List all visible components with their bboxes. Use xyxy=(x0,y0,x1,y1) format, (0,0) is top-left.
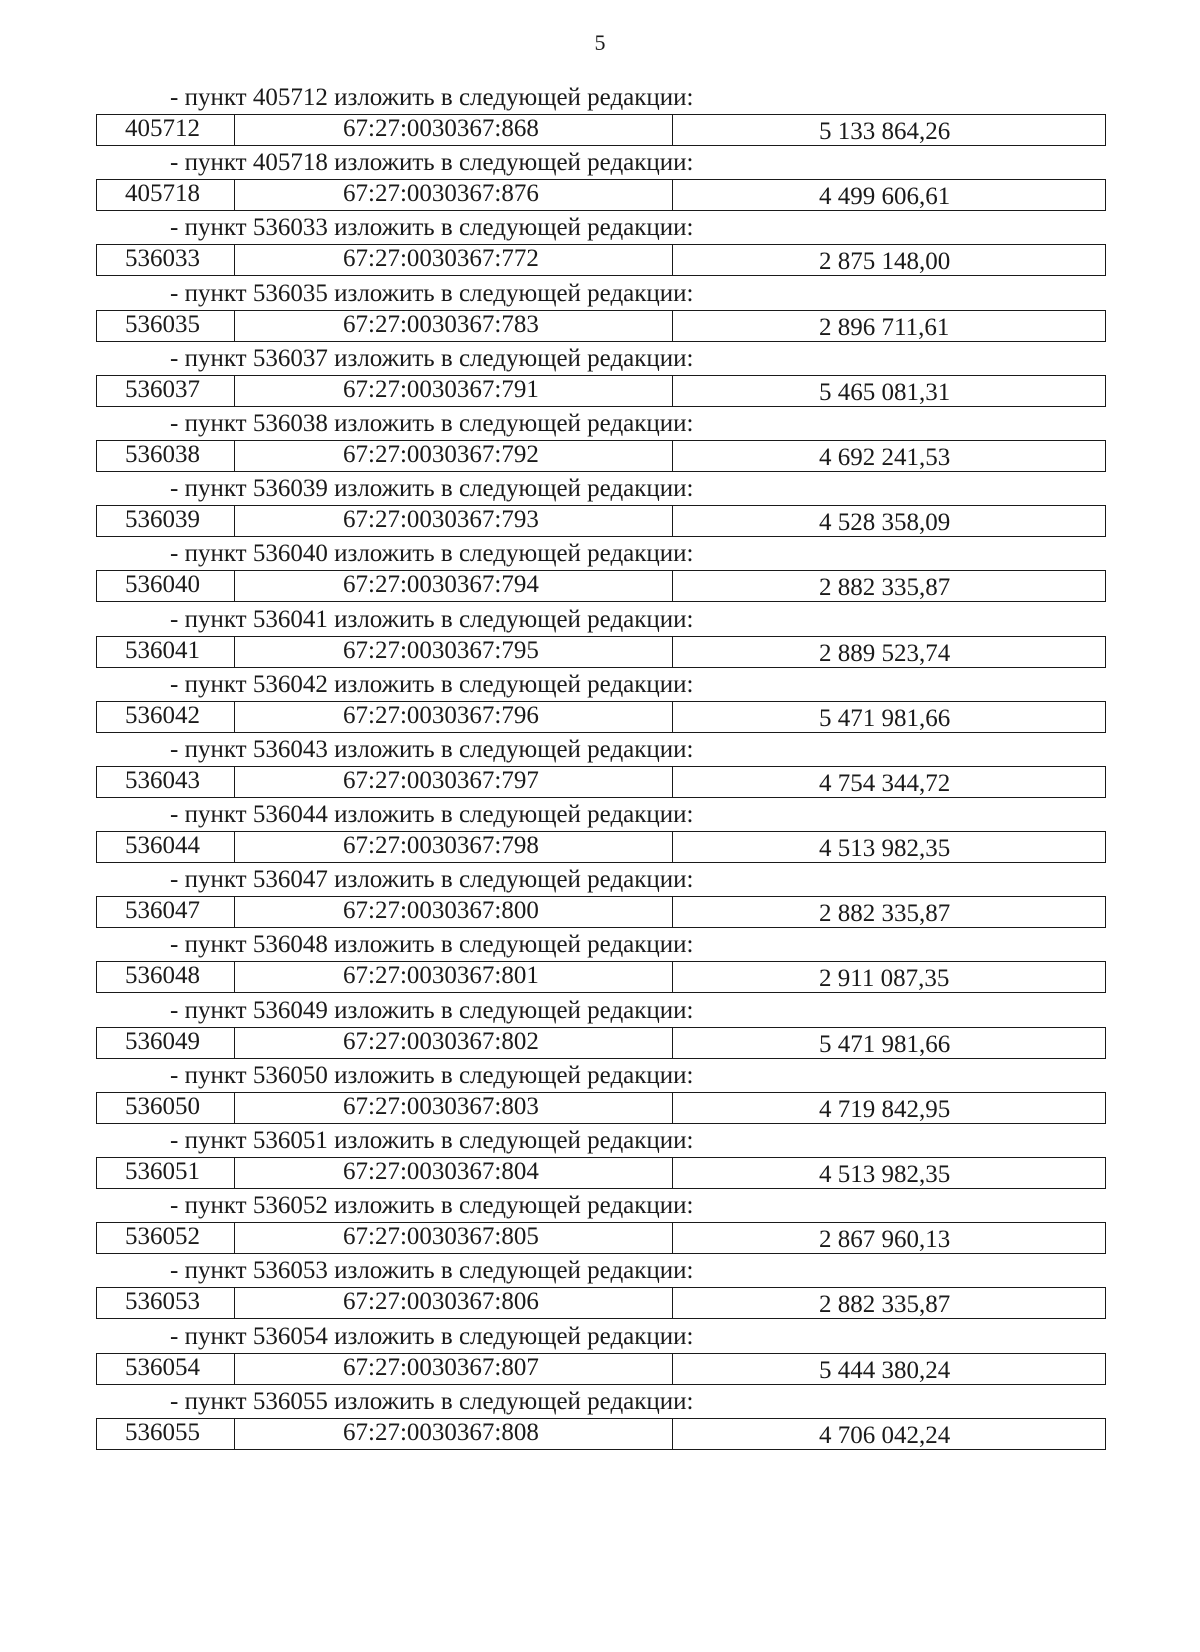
amendment-instruction: - пункт 536035 изложить в следующей редакции: xyxy=(170,279,694,307)
table-row xyxy=(96,961,1106,993)
amendment-entry xyxy=(96,800,1106,865)
cadastral-number-cell: 67:27:0030367:795 xyxy=(235,637,673,667)
amendment-entry xyxy=(96,409,1106,474)
item-number-cell: 536037 xyxy=(97,376,235,406)
amendment-instruction: - пункт 536049 изложить в следующей редакции: xyxy=(170,996,694,1024)
cadastral-value-cell: 2 882 335,87 xyxy=(819,900,951,928)
amendment-entry xyxy=(96,539,1106,604)
amendment-instruction: - пункт 536037 изложить в следующей редакции: xyxy=(170,344,694,372)
cadastral-value-cell: 4 499 606,61 xyxy=(819,183,951,211)
table-row xyxy=(96,179,1106,211)
amendment-instruction: - пункт 536038 изложить в следующей редакции: xyxy=(170,409,694,437)
amendment-entry xyxy=(96,996,1106,1061)
amendment-entry xyxy=(96,83,1106,148)
cadastral-value-cell: 5 471 981,66 xyxy=(819,1030,951,1058)
amendment-entry xyxy=(96,930,1106,995)
cadastral-number-cell: 67:27:0030367:783 xyxy=(235,311,673,341)
cadastral-value-cell: 5 471 981,66 xyxy=(819,704,951,732)
amendment-instruction: - пункт 405712 изложить в следующей редакции: xyxy=(170,84,694,111)
item-number-cell: 536042 xyxy=(97,702,235,732)
table-row xyxy=(96,1353,1106,1385)
amendment-instruction: - пункт 536052 изложить в следующей редакции: xyxy=(170,1192,694,1220)
item-number-cell: 536051 xyxy=(97,1158,235,1188)
amendment-entry xyxy=(96,148,1106,213)
amendment-instruction: - пункт 536042 изложить в следующей редакции: xyxy=(170,670,694,698)
amendment-entry xyxy=(96,1061,1106,1126)
amendment-list xyxy=(96,83,1106,1452)
cadastral-value-cell: 4 754 344,72 xyxy=(819,769,951,797)
cadastral-number-cell: 67:27:0030367:807 xyxy=(235,1354,673,1384)
table-row xyxy=(96,375,1106,407)
table-row xyxy=(96,1418,1106,1450)
table-row xyxy=(96,114,1106,146)
cadastral-number-cell: 67:27:0030367:800 xyxy=(235,897,673,927)
amendment-entry xyxy=(96,279,1106,344)
cadastral-value-cell: 2 875 148,00 xyxy=(819,248,951,276)
table-row xyxy=(96,1287,1106,1319)
amendment-entry xyxy=(96,213,1106,278)
item-number-cell: 536043 xyxy=(97,767,235,797)
cadastral-value-cell: 5 465 081,31 xyxy=(819,378,951,406)
cadastral-value-cell: 2 882 335,87 xyxy=(819,1291,951,1319)
item-number-cell: 536041 xyxy=(97,637,235,667)
page-number: 5 xyxy=(594,30,606,55)
item-number-cell: 536047 xyxy=(97,897,235,927)
table-row xyxy=(96,310,1106,342)
item-number-cell: 536053 xyxy=(97,1288,235,1318)
cadastral-number-cell: 67:27:0030367:772 xyxy=(235,245,673,275)
cadastral-number-cell: 67:27:0030367:803 xyxy=(235,1093,673,1123)
table-row xyxy=(96,766,1106,798)
cadastral-value-cell: 4 706 042,24 xyxy=(819,1421,951,1449)
item-number-cell: 536035 xyxy=(97,311,235,341)
cadastral-number-cell: 67:27:0030367:804 xyxy=(235,1158,673,1188)
amendment-entry xyxy=(96,1126,1106,1191)
cadastral-value-cell: 4 528 358,09 xyxy=(819,509,951,537)
item-number-cell: 405718 xyxy=(97,180,235,210)
table-row xyxy=(96,1027,1106,1059)
amendment-instruction: - пункт 536039 изложить в следующей редакции: xyxy=(170,475,694,503)
amendment-instruction: - пункт 405718 изложить в следующей редакции: xyxy=(170,149,694,177)
cadastral-number-cell: 67:27:0030367:876 xyxy=(235,180,673,210)
cadastral-value-cell: 2 867 960,13 xyxy=(819,1226,951,1254)
amendment-instruction: - пункт 536041 изложить в следующей редакции: xyxy=(170,605,694,633)
cadastral-number-cell: 67:27:0030367:794 xyxy=(235,571,673,601)
amendment-instruction: - пункт 536055 изложить в следующей редакции: xyxy=(170,1387,694,1415)
amendment-entry xyxy=(96,1191,1106,1256)
cadastral-number-cell: 67:27:0030367:793 xyxy=(235,506,673,536)
table-row xyxy=(96,440,1106,472)
item-number-cell: 536054 xyxy=(97,1354,235,1384)
cadastral-value-cell: 2 882 335,87 xyxy=(819,574,951,602)
cadastral-number-cell: 67:27:0030367:808 xyxy=(235,1419,673,1449)
amendment-entry xyxy=(96,1322,1106,1387)
table-row xyxy=(96,1157,1106,1189)
table-row xyxy=(96,636,1106,668)
table-row xyxy=(96,896,1106,928)
amendment-instruction: - пункт 536051 изложить в следующей редакции: xyxy=(170,1127,694,1154)
cadastral-number-cell: 67:27:0030367:797 xyxy=(235,767,673,797)
amendment-instruction: - пункт 536044 изложить в следующей редакции: xyxy=(170,801,694,829)
item-number-cell: 536052 xyxy=(97,1223,235,1253)
amendment-entry xyxy=(96,605,1106,670)
amendment-entry xyxy=(96,1256,1106,1321)
cadastral-value-cell: 5 444 380,24 xyxy=(819,1356,951,1384)
table-row xyxy=(96,1222,1106,1254)
cadastral-value-cell: 4 719 842,95 xyxy=(819,1095,951,1123)
cadastral-number-cell: 67:27:0030367:802 xyxy=(235,1028,673,1058)
cadastral-number-cell: 67:27:0030367:791 xyxy=(235,376,673,406)
item-number-cell: 536044 xyxy=(97,832,235,862)
cadastral-value-cell: 2 896 711,61 xyxy=(819,313,950,341)
item-number-cell: 536040 xyxy=(97,571,235,601)
cadastral-number-cell: 67:27:0030367:806 xyxy=(235,1288,673,1318)
amendment-entry xyxy=(96,670,1106,735)
table-row xyxy=(96,1092,1106,1124)
item-number-cell: 536038 xyxy=(97,441,235,471)
cadastral-number-cell: 67:27:0030367:796 xyxy=(235,702,673,732)
amendment-entry xyxy=(96,735,1106,800)
amendment-instruction: - пункт 536047 изложить в следующей редакции: xyxy=(170,866,694,894)
item-number-cell: 536033 xyxy=(97,245,235,275)
cadastral-value-cell: 4 513 982,35 xyxy=(819,1161,951,1188)
cadastral-number-cell: 67:27:0030367:805 xyxy=(235,1223,673,1253)
item-number-cell: 405712 xyxy=(97,115,235,145)
cadastral-number-cell: 67:27:0030367:868 xyxy=(235,115,673,145)
cadastral-value-cell: 2 911 087,35 xyxy=(819,965,950,993)
item-number-cell: 536048 xyxy=(97,962,235,992)
table-row xyxy=(96,570,1106,602)
cadastral-number-cell: 67:27:0030367:801 xyxy=(235,962,673,992)
amendment-instruction: - пункт 536048 изложить в следующей редакции: xyxy=(170,931,694,959)
amendment-entry xyxy=(96,1387,1106,1452)
item-number-cell: 536055 xyxy=(97,1419,235,1449)
amendment-entry xyxy=(96,474,1106,539)
amendment-instruction: - пункт 536050 изложить в следующей редакции: xyxy=(170,1061,694,1089)
cadastral-number-cell: 67:27:0030367:798 xyxy=(235,832,673,862)
table-row xyxy=(96,244,1106,276)
amendment-entry xyxy=(96,865,1106,930)
amendment-instruction: - пункт 536043 изложить в следующей редакции: xyxy=(170,735,694,763)
table-row xyxy=(96,831,1106,863)
amendment-instruction: - пункт 536054 изложить в следующей редакции: xyxy=(170,1322,694,1350)
amendment-instruction: - пункт 536040 изложить в следующей редакции: xyxy=(170,540,694,568)
cadastral-value-cell: 4 692 241,53 xyxy=(819,443,951,471)
cadastral-value-cell: 5 133 864,26 xyxy=(819,118,951,145)
table-row xyxy=(96,505,1106,537)
cadastral-number-cell: 67:27:0030367:792 xyxy=(235,441,673,471)
table-row xyxy=(96,701,1106,733)
amendment-instruction: - пункт 536053 изложить в следующей редакции: xyxy=(170,1257,694,1285)
amendment-instruction: - пункт 536033 изложить в следующей редакции: xyxy=(170,214,694,242)
amendment-entry xyxy=(96,344,1106,409)
item-number-cell: 536050 xyxy=(97,1093,235,1123)
cadastral-value-cell: 2 889 523,74 xyxy=(819,639,951,667)
item-number-cell: 536039 xyxy=(97,506,235,536)
item-number-cell: 536049 xyxy=(97,1028,235,1058)
cadastral-value-cell: 4 513 982,35 xyxy=(819,835,951,863)
